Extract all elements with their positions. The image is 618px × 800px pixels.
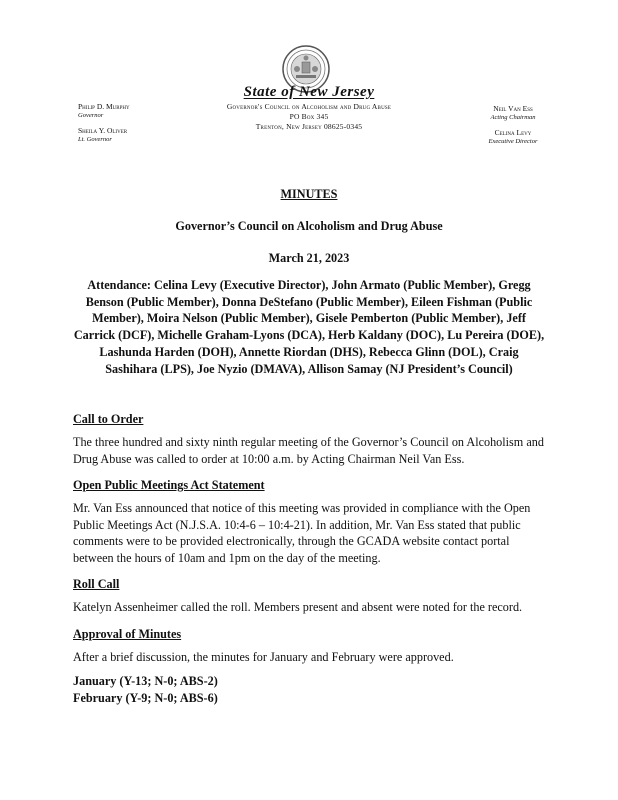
vote-february: February (Y-9; N-0; ABS-6) <box>73 690 218 705</box>
right-officials <box>468 104 558 152</box>
council-name: Governor's Council on Alcoholism and Drug Abuse <box>226 102 392 111</box>
official-name: Philip D. Murphy <box>78 102 130 111</box>
opma-text: Mr. Van Ess announced that notice of this meeting was provided in compliance with the Open Public Meetings Act (N.J.S.A. 10:4-6 – 10:4-21). In addition, Mr. Van Ess stated that public comments were to be provided electronically, through the GCADA website contact portal between the hours of 10am and 1pm on the day of the meeting. <box>73 501 531 565</box>
official-title: Lt. Governor <box>78 136 112 143</box>
call-to-order-text: The three hundred and sixty ninth regular meeting of the Governor’s Council on Alcoholism and Drug Abuse was called to order at 10:00 a.m. by Acting Chairman Neil Van Ess. <box>73 435 544 466</box>
po-box: PO Box 345 <box>289 112 329 121</box>
left-officials <box>78 102 188 150</box>
council-heading: Governor’s Council on Alcoholism and Drug Abuse <box>175 219 443 233</box>
approval-text: After a brief discussion, the minutes for January and February were approved. <box>73 649 454 664</box>
minutes-title: MINUTES <box>280 187 338 201</box>
attendance-list: Attendance: Celina Levy (Executive Director), John Armato (Public Member), Gregg Benson (Public Member), Donna DeStefano (Public Member), Eileen Fishman (Public Member), Moira Nelson (Public Member), Gisele Pemberton (Public Member), Jeff Carrick (DCF), Michelle Graham-Lyons (DCA), Herb Kaldany (DOC), Lu Pereira (DOE), Lashunda Harden (DOH), Annette Riordan (DHS), Rebecca Glinn (DOL), Craig Sashihara (LPS), Joe Nyzio (DMAVA), Allison Samay (NJ President’s Council) <box>73 278 545 376</box>
approval-heading: Approval of Minutes <box>73 626 182 641</box>
official-title: Governor <box>78 112 104 119</box>
document-body <box>73 186 545 706</box>
roll-call-heading: Roll Call <box>73 577 120 592</box>
official-lt-governor <box>78 126 188 144</box>
official-name: Celina Levy <box>494 128 532 137</box>
roll-call-text: Katelyn Assenheimer called the roll. Members present and absent were noted for the record. <box>73 600 523 615</box>
official-director <box>468 128 558 146</box>
city-line: Trenton, New Jersey 08625-0345 <box>255 122 363 131</box>
call-to-order-heading: Call to Order <box>73 412 144 427</box>
official-name: Sheila Y. Oliver <box>78 126 128 135</box>
official-title: Executive Director <box>488 138 538 145</box>
official-chairman <box>468 104 558 122</box>
official-governor <box>78 102 188 120</box>
vote-january: January (Y-13; N-0; ABS-2) <box>73 674 218 689</box>
meeting-date: March 21, 2023 <box>268 251 350 265</box>
state-title: State of New Jersey <box>243 84 375 100</box>
opma-heading: Open Public Meetings Act Statement <box>73 478 265 493</box>
official-title: Acting Chairman <box>490 114 536 121</box>
letterhead <box>0 0 618 150</box>
official-name: Neil Van Ess <box>493 104 533 113</box>
